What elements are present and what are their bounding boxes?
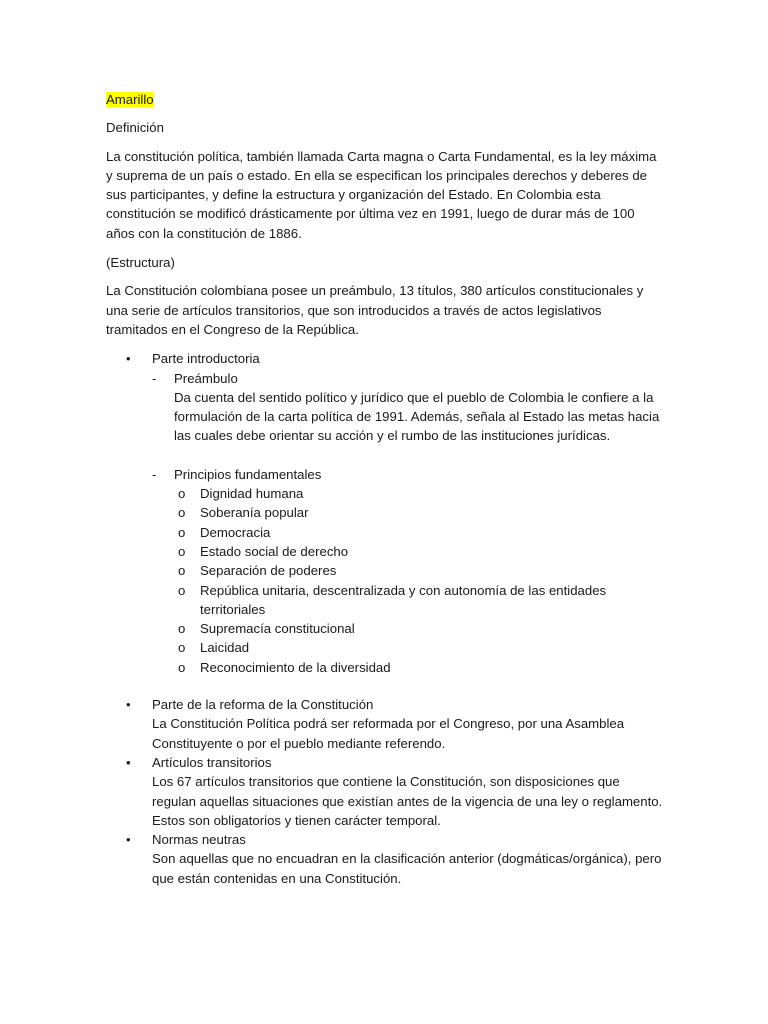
list-item: o Separación de poderes [174, 561, 666, 580]
bullet-icon: • [126, 351, 131, 367]
section-text: Son aquellas que no encuadran en la clasificación anterior (dogmáticas/orgánica), pero que están contenidas en una Constitución. [152, 851, 662, 886]
list-item: o Estado social de derecho [174, 542, 666, 561]
circle-bullet-icon: o [178, 524, 186, 540]
circle-bullet-icon: o [178, 486, 186, 502]
section-title: Artículos transitorios [152, 754, 272, 770]
principles-list [174, 484, 666, 677]
list-item: o Soberanía popular [174, 503, 666, 522]
subsection-title: Preámbulo [174, 370, 238, 386]
list-item-normas-neutras [106, 830, 666, 888]
list-item: o Supremacía constitucional [174, 619, 666, 638]
list-item: o Reconocimiento de la diversidad [174, 658, 666, 677]
structure-paragraph: La Constitución colombiana posee un preámbulo, 13 títulos, 380 artículos constitucionales y una serie de artículos transitorios, que son introducidos a través de actos legislativos tramitados en el Congreso de la República. [106, 283, 644, 337]
section-title: Normas neutras [152, 832, 246, 848]
dash-icon: - [152, 466, 157, 482]
circle-bullet-icon: o [178, 563, 186, 579]
sub-dash-list [152, 369, 666, 677]
list-item: o República unitaria, descentralizada y con autonomía de las entidades territoriales [178, 582, 607, 617]
list-item: o Laicidad [174, 638, 666, 657]
circle-bullet-icon: o [178, 505, 186, 521]
subsection-text: Da cuenta del sentido político y jurídico que el pueblo de Colombia le confiere a la formulación de la carta política de 1991. Además, señala al Estado las metas hacia las cuales debe orientar su acción y el rumbo de las instituciones jurídicas. [174, 389, 660, 444]
section-text: La Constitución Política podrá ser reformada por el Congreso, por una Asamblea Constituyente o por el pueblo mediante referendo. [152, 716, 625, 751]
list-item-preambulo [152, 369, 666, 446]
list-item-parte-introductoria [106, 349, 666, 677]
list-item: o Dignidad humana [174, 484, 666, 503]
list-item-reforma [106, 695, 666, 753]
bullet-icon: • [126, 832, 131, 848]
dash-icon: - [152, 370, 157, 386]
list-item: o Democracia [174, 523, 666, 542]
structure-bullet-list [106, 349, 666, 888]
document-title [106, 90, 666, 109]
bullet-icon: • [126, 697, 131, 713]
highlighted-title: Amarillo [106, 92, 154, 107]
circle-bullet-icon: o [178, 659, 186, 675]
subsection-title: Principios fundamentales [174, 466, 322, 482]
bullet-icon: • [126, 754, 131, 770]
section-title: Parte de la reforma de la Constitución [152, 697, 374, 713]
definition-paragraph: La constitución política, también llamada Carta magna o Carta Fundamental, es la ley máxima y suprema de un país o estado. En ella se especifican los principales derechos y deberes de sus participantes, y define la estructura y organización del Estado. En Colombia esta constitución se modificó drásticamente por última vez en 1991, luego de durar más de 100 años con la constitución de 1886. [106, 148, 657, 241]
definition-heading: Definición [106, 120, 164, 136]
list-item-principios [152, 465, 666, 677]
document-body [106, 90, 666, 888]
structure-heading: (Estructura) [106, 255, 175, 271]
circle-bullet-icon: o [178, 543, 186, 559]
circle-bullet-icon: o [178, 640, 186, 656]
list-item-articulos-transitorios [106, 753, 666, 830]
circle-bullet-icon: o [178, 621, 186, 637]
circle-bullet-icon: o [178, 582, 186, 598]
section-text: Los 67 artículos transitorios que contiene la Constitución, son disposiciones que regulan aquellas situaciones que existían antes de la vigencia de una ley o reglamento. Estos son obligatorios y tienen carácter temporal. [152, 774, 663, 828]
section-title: Parte introductoria [152, 351, 260, 367]
